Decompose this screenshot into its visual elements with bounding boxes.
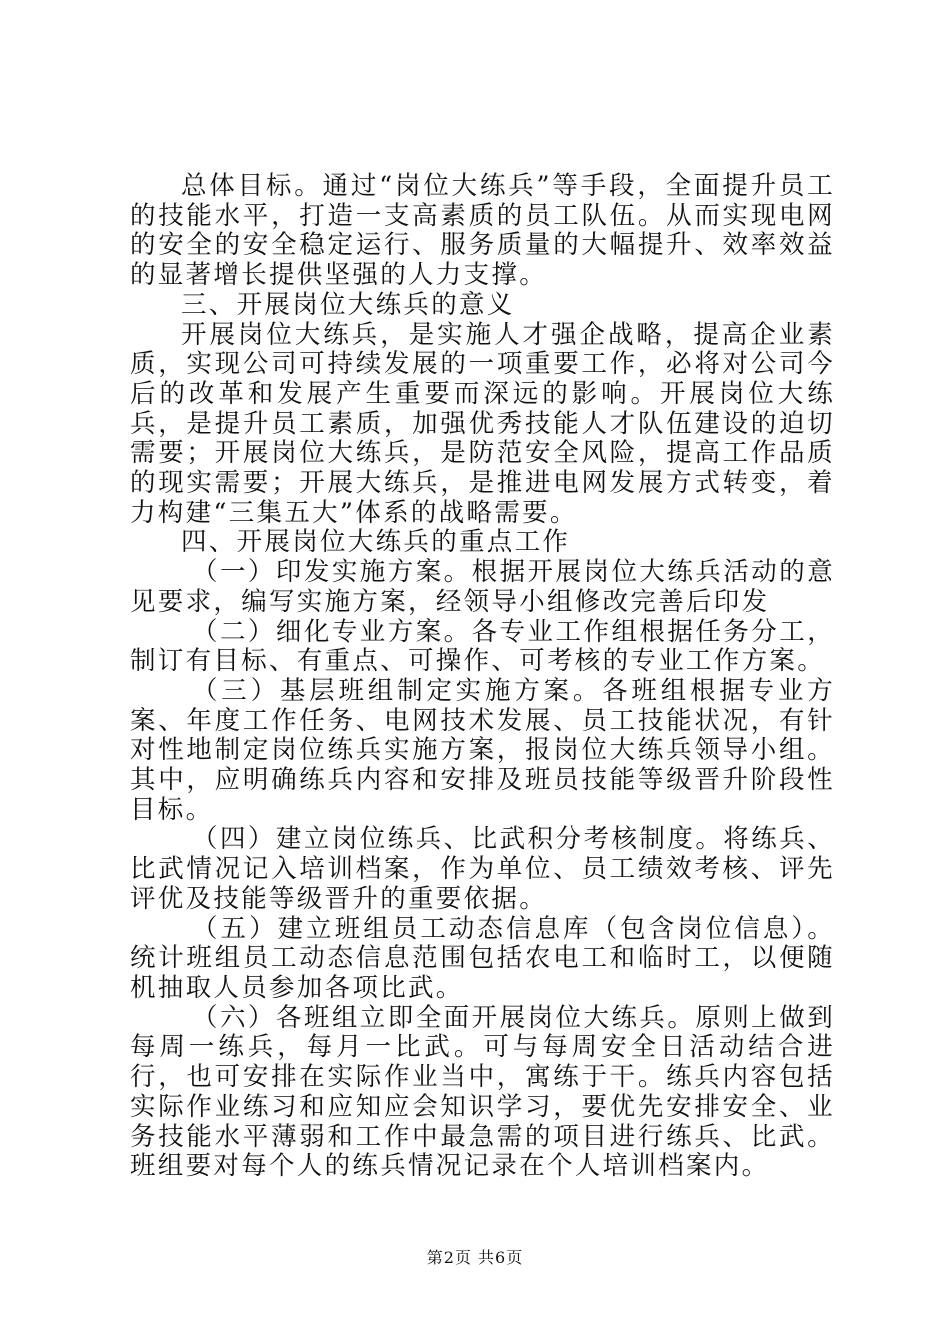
list-item-3: （三）基层班组制定实施方案。各班组根据专业方案、年度工作任务、电网技术发展、员工技能状况，有针对性地制定岗位练兵实施方案，报岗位大练兵领导小组。其中，应明确练兵内容和安排及班员技能等级晋升阶段性目标。 <box>130 675 835 825</box>
paragraph-significance: 开展岗位大练兵，是实施人才强企战略，提高企业素质，实现公司可持续发展的一项重要工作，必将对公司今后的改革和发展产生重要而深远的影响。开展岗位大练兵，是提升员工素质，加强优秀技能人才队伍建设的迫切需要；开展岗位大练兵，是防范安全风险，提高工作品质的现实需要；开展大练兵，是推进电网发展方式转变，着力构建“三集五大”体系的战略需要。 <box>130 319 835 528</box>
document-body <box>130 172 835 1182</box>
list-item-4: （四）建立岗位练兵、比武积分考核制度。将练兵、比武情况记入培训档案，作为单位、员工绩效考核、评先评优及技能等级晋升的重要依据。 <box>130 824 835 914</box>
list-item-5: （五）建立班组员工动态信息库（包含岗位信息）。统计班组员工动态信息范围包括农电工和临时工，以便随机抽取人员参加各项比武。 <box>130 913 835 1003</box>
list-item-6: （六）各班组立即全面开展岗位大练兵。原则上做到每周一练兵，每月一比武。可与每周安全日活动结合进行，也可安排在实际作业当中，寓练于干。练兵内容包括实际作业练习和应知应会知识学习，要优先安排安全、业务技能水平薄弱和工作中最急需的项目进行练兵、比武。班组要对每个人的练兵情况记录在个人培训档案内。 <box>130 1002 835 1182</box>
list-item-2: （二）细化专业方案。各专业工作组根据任务分工，制订有目标、有重点、可操作、可考核的专业工作方案。 <box>130 616 835 677</box>
page-number-footer: 第2页 共6页 <box>426 1248 524 1267</box>
paragraph-overall-goal: 总体目标。通过“岗位大练兵”等手段，全面提升员工的技能水平，打造一支高素质的员工队伍。从而实现电网的安全的安全稳定运行、服务质量的大幅提升、效率效益的显著增长提供坚强的人力支撑。 <box>130 171 835 291</box>
list-item-1: （一）印发实施方案。根据开展岗位大练兵活动的意见要求，编写实施方案，经领导小组修改完善后印发 <box>130 557 835 617</box>
section-heading-significance: 三、开展岗位大练兵的意义 <box>181 289 515 320</box>
section-heading-key-work: 四、开展岗位大练兵的重点工作 <box>181 527 571 558</box>
